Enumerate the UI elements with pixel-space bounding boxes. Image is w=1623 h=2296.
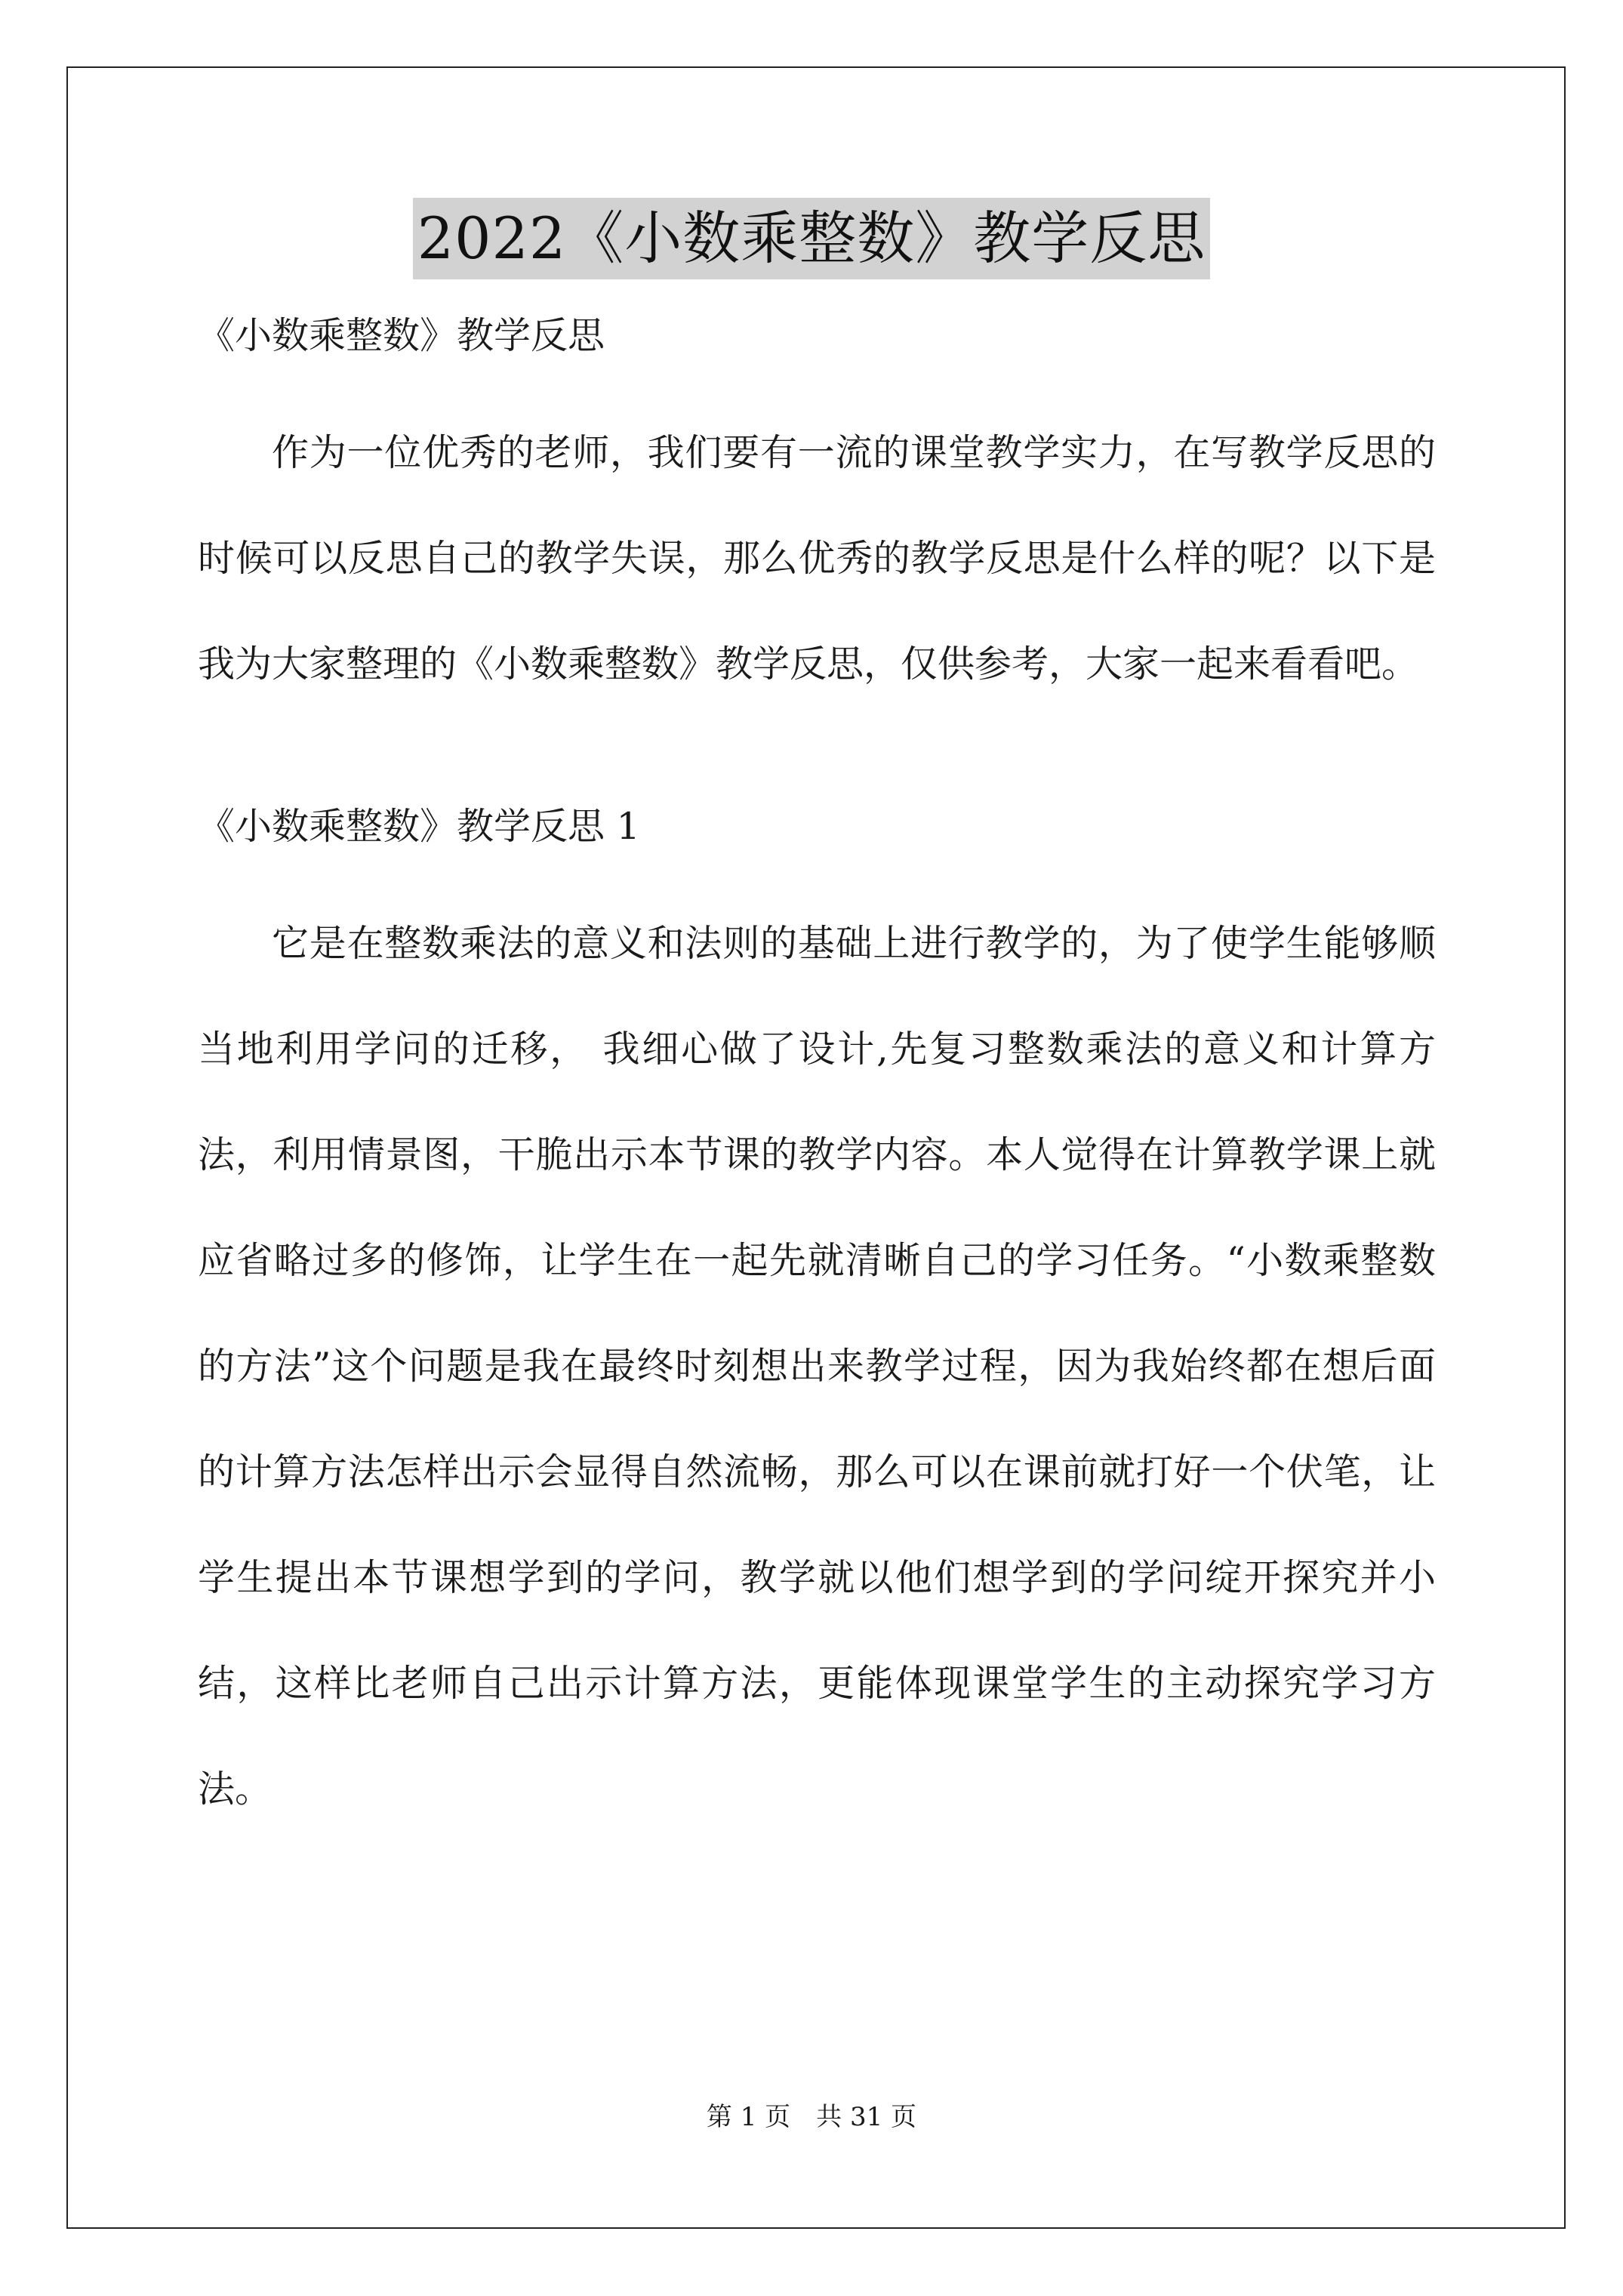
- title-container: [0, 198, 1623, 279]
- page-footer: [0, 2102, 1623, 2132]
- page-total: 共 31 页: [816, 2102, 917, 2132]
- section-heading-1: 《小数乘整数》教学反思 1: [198, 805, 640, 848]
- intro-paragraph: 作为一位优秀的老师，我们要有一流的课堂教学实力，在写教学反思的时候可以反思自己的教学失误，那么优秀的教学反思是什么样的呢？以下是我为大家整理的《小数乘整数》教学反思，仅供参考，大家一起来看看吧。: [198, 431, 1436, 686]
- page-number: 第 1 页: [706, 2102, 791, 2132]
- section-1-paragraph: 它是在整数乘法的意义和法则的基础上进行教学的，为了使学生能够顺当地利用学问的迁移， 我细心做了设计,先复习整数乘法的意义和计算方法，利用情景图，干脆出示本节课的教学内容。本人觉得在计算教学课上就应省略过多的修饰，让学生在一起先就清晰自己的学习任务。“小数乘整数的方法”这个问题是我在最终时刻想出来教学过程，因为我始终都在想后面的计算方法怎样出示会显得自然流畅，那么可以在课前就打好一个伏笔，让学生提出本节课想学到的学问，教学就以他们想学到的学问绽开探究并小结，这样比老师自己出示计算方法，更能体现课堂学生的主动探究学习方法。: [198, 922, 1436, 1811]
- document-title: 2022《小数乘整数》教学反思: [413, 198, 1210, 279]
- document-body: [198, 310, 1436, 1842]
- section-heading-intro: 《小数乘整数》教学反思: [198, 314, 605, 357]
